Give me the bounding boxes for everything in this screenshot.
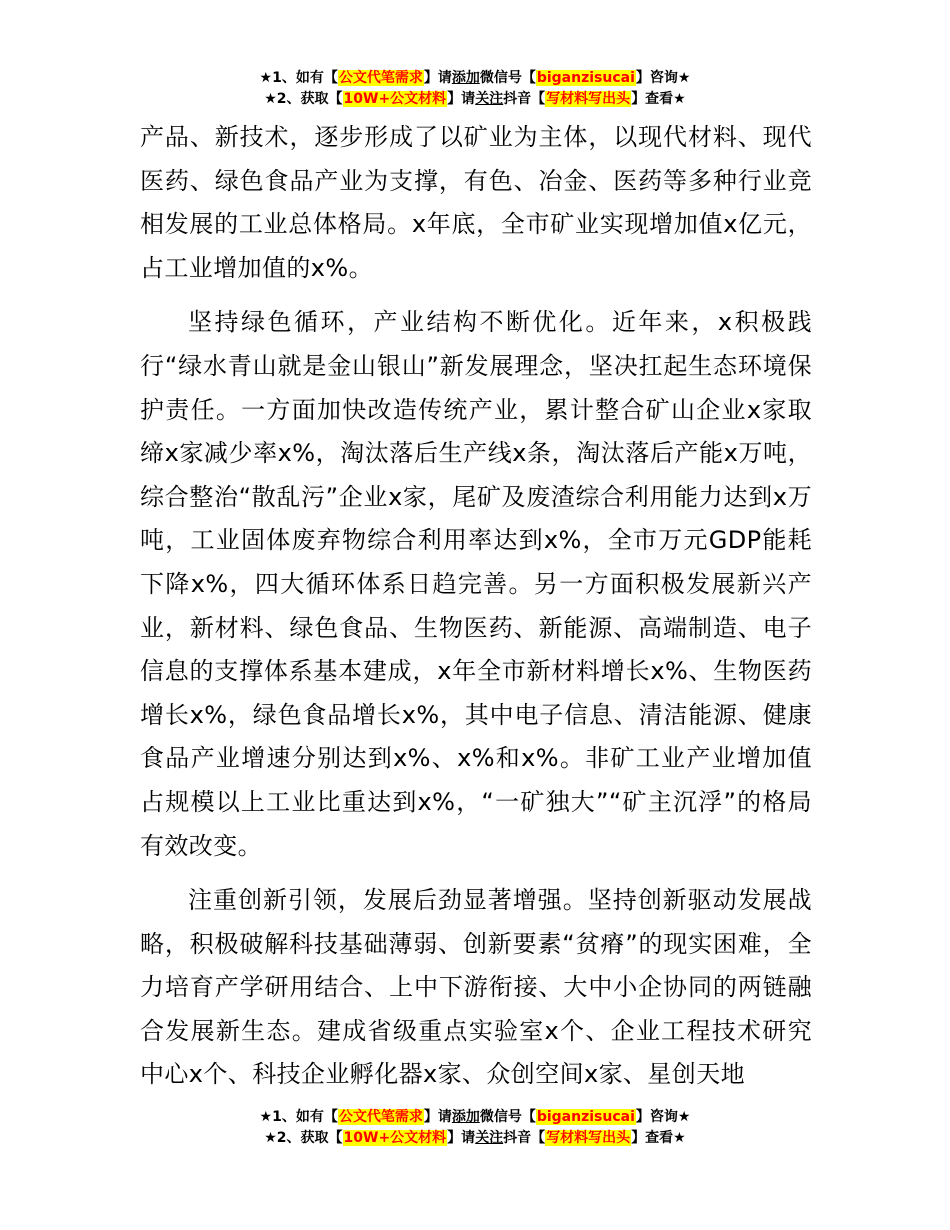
paragraph-innovation: 注重创新引领，发展后劲显著增强。坚持创新驱动发展战略，积极破解科技基础薄弱、创新要素“贫瘠”的现实困难，全力培育产学研用结合、上中下游衔接、大中小企协同的两链融合发展新生态。建成省级重点实验室x个、企业工程技术研究中心x个、科技企业孵化器x家、众创空间x家、星创天地 — [140, 886, 812, 1089]
banner-text: 】请 — [447, 1130, 476, 1146]
document-body — [140, 116, 812, 1097]
banner-text: ★1、如有【 — [259, 70, 338, 86]
banner-text: 】请 — [447, 91, 476, 107]
banner-text: 】查看★ — [631, 91, 686, 107]
underlined-text: 关注 — [475, 91, 504, 107]
banner-text: ★2、获取【 — [264, 1130, 343, 1146]
footer-banner — [0, 1107, 950, 1149]
banner-text: ★2、获取【 — [264, 91, 343, 107]
highlight-text: 写材料写出头 — [546, 1130, 631, 1146]
highlight-text: 10W+公文材料 — [343, 1130, 447, 1146]
banner-line-1 — [0, 68, 950, 89]
underlined-text: 关注 — [475, 1130, 504, 1146]
banner-text: 微信号【 — [479, 1109, 536, 1125]
underlined-text: 添加 — [451, 1109, 480, 1125]
highlight-text: biganzisucai — [536, 1109, 635, 1125]
highlight-text: 10W+公文材料 — [343, 91, 447, 107]
highlight-text: 写材料写出头 — [546, 91, 631, 107]
banner-text: 抖音【 — [503, 1130, 546, 1146]
header-banner — [0, 68, 950, 110]
banner-line-1 — [0, 1107, 950, 1128]
banner-text: 】查看★ — [631, 1130, 686, 1146]
underlined-text: 添加 — [451, 70, 480, 86]
banner-text: 】咨询★ — [635, 70, 691, 86]
banner-text: 抖音【 — [503, 91, 546, 107]
paragraph-green-cycle: 坚持绿色循环，产业结构不断优化。近年来，x积极践行“绿水青山就是金山银山”新发展理念，坚决扛起生态环境保护责任。一方面加快改造传统产业，累计整合矿山企业x家取缔x家减少率x%，淘汰落后生产线x条，淘汰落后产能x万吨，综合整治“散乱污”企业x家，尾矿及废渣综合利用能力达到x万吨，工业固体废弃物综合利用率达到x%，全市万元GDP能耗下降x%，四大循环体系日趋完善。另一方面积极发展新兴产业，新材料、绿色食品、生物医药、新能源、高端制造、电子信息的支撑体系基本建成，x年全市新材料增长x%、生物医药增长x%，绿色食品增长x%，其中电子信息、清洁能源、健康食品产业增速分别达到x%、x%和x%。非矿工业产业增加值占规模以上工业比重达到x%，“一矿独大”“矿主沉浮”的格局有效改变。 — [140, 308, 812, 860]
highlight-text: 公文代笔需求 — [338, 1109, 423, 1125]
banner-text: 微信号【 — [479, 70, 536, 86]
highlight-text: biganzisucai — [536, 70, 635, 86]
banner-text: 】请 — [423, 1109, 452, 1125]
banner-text: 】请 — [423, 70, 452, 86]
banner-line-2 — [0, 1128, 950, 1149]
paragraph-continued: 产品、新技术，逐步形成了以矿业为主体，以现代材料、现代医药、绿色食品产业为支撑，有色、冶金、医药等多种行业竞相发展的工业总体格局。x年底，全市矿业实现增加值x亿元，占工业增加值的x%。 — [140, 123, 812, 282]
banner-text: ★1、如有【 — [259, 1109, 338, 1125]
highlight-text: 公文代笔需求 — [338, 70, 423, 86]
banner-text: 】咨询★ — [635, 1109, 691, 1125]
banner-line-2 — [0, 89, 950, 110]
